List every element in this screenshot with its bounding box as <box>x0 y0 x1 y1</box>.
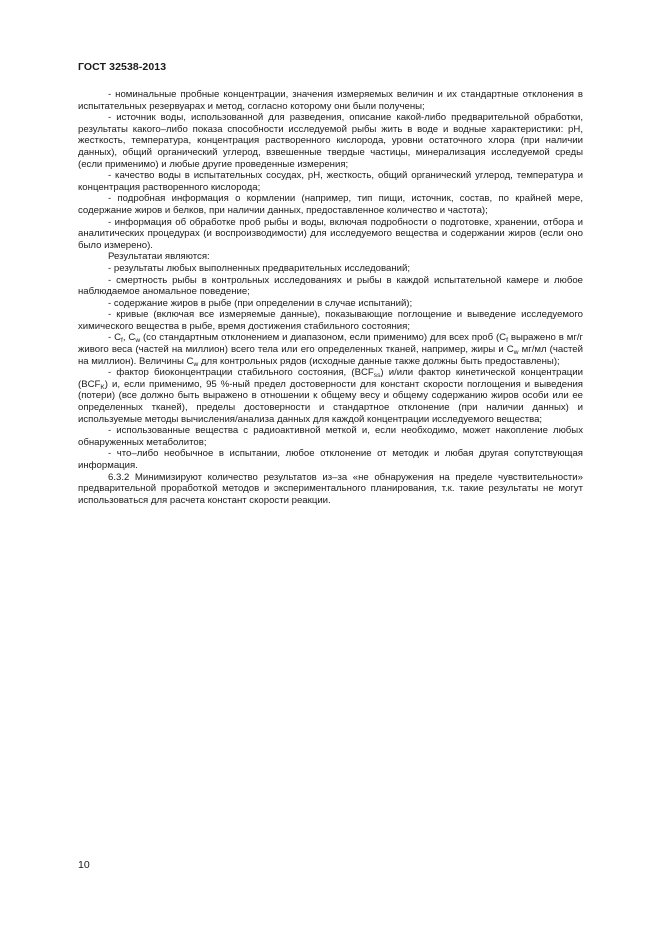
document-body <box>78 89 583 506</box>
paragraph: - использованные вещества с радиоактивной меткой и, если необходимо, может накопление любых обнаруженных метаболитов; <box>78 425 583 448</box>
paragraph: - кривые (включая все измеряемые данные), показывающие поглощение и выведение исследуемого химического вещества в рыбе, время достижения стабильного состояния; <box>78 309 583 332</box>
paragraph: - источник воды, использованной для разведения, описание какой-либо предварительной обработки, результаты какого–либо показа способности исследуемой рыбы жить в воде и водные характеристики: pH, жесткость, температура, концентрация растворенного кислорода, уровни остаточного хлора (при наличии данных), общий органический углерод, взвешенные твердые частицы, минерализация исследуемой среды (если применимо) и любые другие проведенные измерения; <box>78 112 583 170</box>
paragraph: 6.3.2 Минимизируют количество результатов из–за «не обнаружения на пределе чувствительности» предварительной проработкой методов и экспериментального планирования, т.к. такие результаты не могут использоваться для расчета констант скорости реакции. <box>78 471 583 506</box>
paragraph: - что–либо необычное в испытании, любое отклонение от методик и любая другая сопутствующая информация. <box>78 448 583 471</box>
paragraph: - номинальные пробные концентрации, значения измеряемых величин и их стандартные отклонения в испытательных резервуарах и метод, согласно которому они были получены; <box>78 89 583 112</box>
paragraph-bcf: - фактор биоконцентрации стабильного состояния, $(BCF_{ss})$ и/или фактор кинетической концентрации $(BCF_K)$ и, если применимо, 95 %-ный предел достоверности для констант скорости поглощения и выведения (потери) (все должно быть выражено в отношении к общему весу и общему содержанию жиров особи или ее определенных тканей), пределы достоверности и стандартное отклонение (при наличии данных) и используемые методы вычисления/анализа данных для каждой концентрации исследуемого вещества; <box>78 367 583 425</box>
paragraph: - подробная информация о кормлении (например, тип пищи, источник, состав, по крайней мере, содержание жиров и белков, при наличии данных, предоставленное количество и частота); <box>78 193 583 216</box>
paragraph: - содержание жиров в рыбе (при определении в случае испытаний); <box>108 297 413 309</box>
paragraph: Результатаи являются: <box>108 251 210 263</box>
paragraph-concentrations: - $C_f$, $C_w$ (со стандартным отклонением и диапазоном, если применимо) для всех проб ($C_f$ выражено в мг/г живого веса (частей на миллион) всего тела или его определенных тканей, например, жиры и $C_w$ мг/мл (частей на миллион). Величины $C_w$ для контрольных рядов (исходные данные также должны быть предоставлены); <box>78 332 584 368</box>
paragraph: - смертность рыбы в контрольных исследованиях и рыбы в каждой испытательной камере и любое наблюдаемое аномальное поведение; <box>78 274 583 298</box>
paragraph: - информация об обработке проб рыбы и воды, включая подробности о подготовке, хранении, отбора и аналитических процедурах (и воспроизводимости) для исследуемого вещества и содержании жиров (если оно было измерено). <box>78 216 583 251</box>
standard-header: ГОСТ 32538-2013 <box>78 61 167 73</box>
page-number: 10 <box>78 859 90 871</box>
paragraph: - качество воды в испытательных сосудах, pH, жесткость, общий органический углерод, температура и концентрация растворенного кислорода; <box>78 170 583 193</box>
paragraph: - результаты любых выполненных предварительных исследований; <box>108 262 410 274</box>
